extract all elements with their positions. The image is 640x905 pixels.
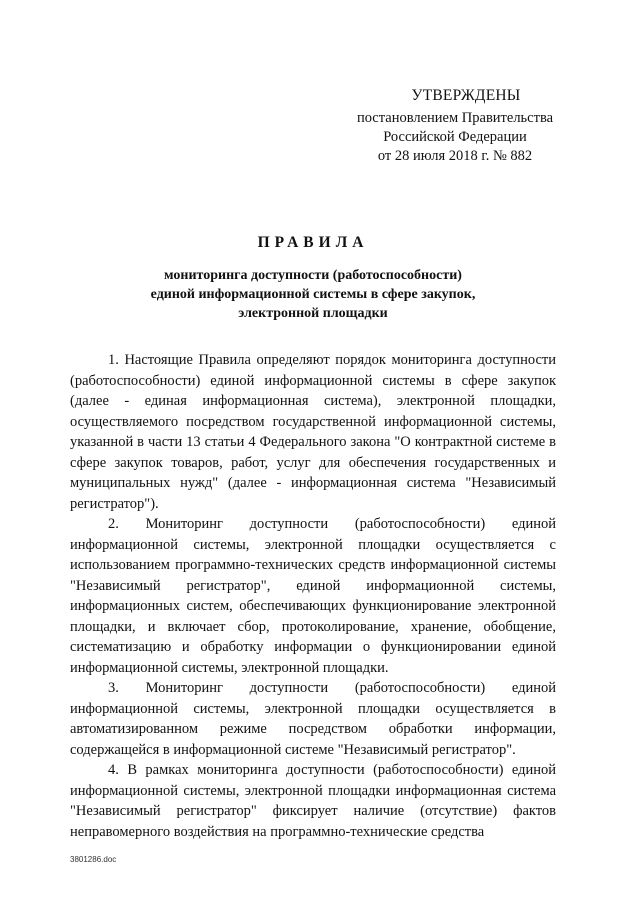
- footer-filename: 3801286.doc: [70, 855, 117, 864]
- paragraph-3: 3. Мониторинг доступности (работоспособности) единой информационной системы, электронной площадки осуществляется в автоматизированном режиме посредством обработки информации, содержащейся в информационной системе "Независимый регистратор".: [70, 680, 556, 758]
- paragraph-4: 4. В рамках мониторинга доступности (работоспособности) единой информационной системы, электронной площадки информационная система "Независимый регистратор" фиксирует наличие (отсутствие) фактов неправомерного воздействия на программно-технические средства: [70, 762, 556, 840]
- approval-line-3: от 28 июля 2018 г. № 882: [377, 148, 533, 164]
- document-body: [70, 350, 556, 842]
- title-sub-3: электронной площадки: [238, 306, 388, 321]
- approval-heading: УТВЕРЖДЕНЫ: [411, 87, 521, 104]
- paragraph-2: 2. Мониторинг доступности (работоспособности) единой информационной системы, электронной площадки осуществляется с использованием программно-технических средств информационной системы "Независимый регистратор", единой информационной системы, информационных систем, обеспечивающих функционирование электронной площадки, и включает сбор, протоколирование, хранение, обобщение, систематизацию и обработку информации о функционировании единой информационной системы, электронной площадки.: [70, 516, 556, 676]
- approval-line-1: постановлением Правительства: [356, 110, 554, 126]
- title-sub-1: мониторинга доступности (работоспособности): [164, 268, 462, 283]
- approval-line-2: Российской Федерации: [383, 129, 527, 145]
- paragraph-1: 1. Настоящие Правила определяют порядок мониторинга доступности (работоспособности) единой информационной системы в сфере закупок (далее - единая информационная система), электронной площадки, осуществляемого посредством государственной информационной системы, указанной в части 13 статьи 4 Федерального закона "О контрактной системе в сфере закупок товаров, работ, услуг для обеспечения государственных и муниципальных нужд" (далее - информационная система "Независимый регистратор").: [70, 352, 556, 512]
- approval-stamp: [330, 86, 580, 166]
- title-main: ПРАВИЛА: [257, 234, 369, 251]
- document-title: [70, 234, 556, 323]
- title-sub-2: единой информационной системы в сфере закупок,: [150, 287, 476, 302]
